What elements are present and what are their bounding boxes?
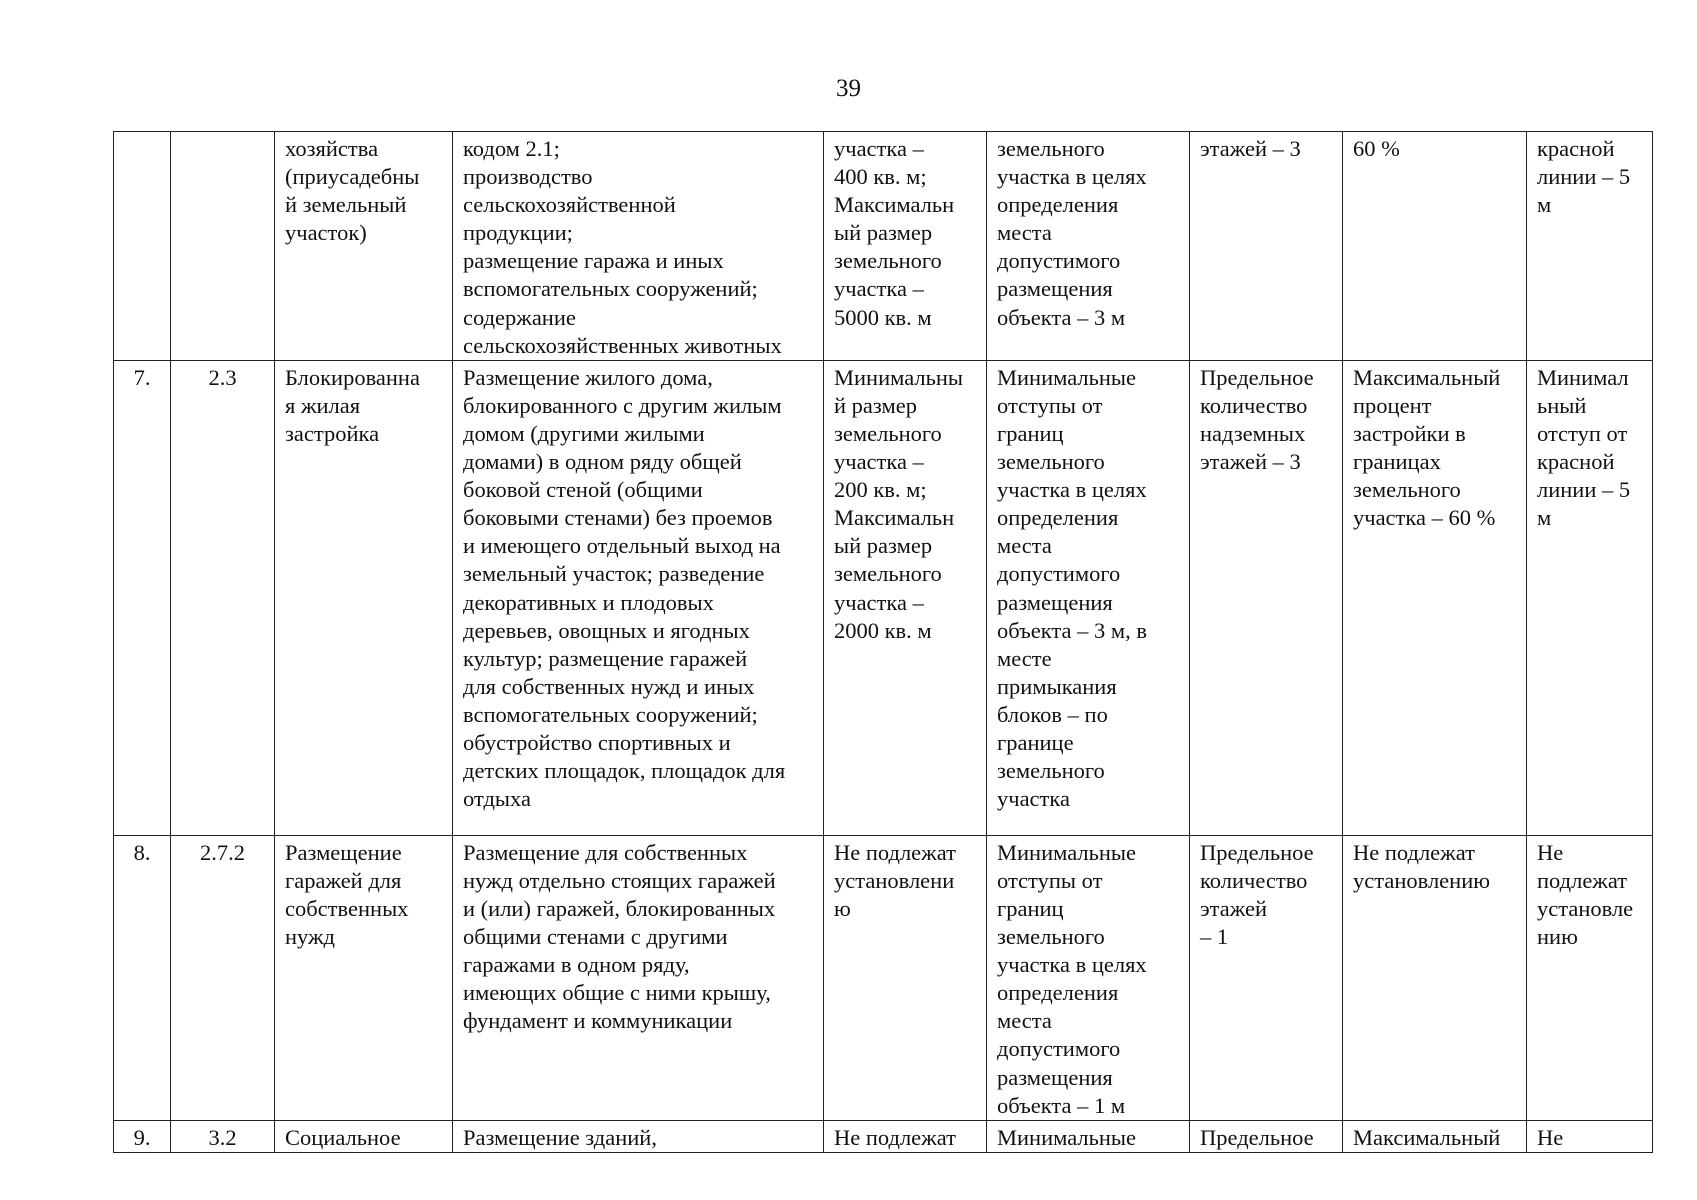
use-description-cell: Размещение зданий, <box>453 1120 824 1152</box>
use-code-cell: 3.2 <box>171 1120 275 1152</box>
table-row <box>114 132 1653 361</box>
plot-size-cell: участка – 400 кв. м; Максимальн ый размер земельного участка – 5000 кв. м <box>824 132 987 361</box>
use-code-cell: 2.3 <box>171 360 275 835</box>
table-row <box>114 1120 1653 1152</box>
use-name-cell: Блокированна я жилая застройка <box>275 360 453 835</box>
floors-cell: Предельное количество этажей – 1 <box>1190 835 1343 1120</box>
plot-size-cell: Не подлежат установлени ю <box>824 835 987 1120</box>
use-description-cell: Размещение для собственных нужд отдельно стоящих гаражей и (или) гаражей, блокированных общими стенами с другими гаражами в одном ряду, имеющих общие с ними крышу, фундамент и коммуникации <box>453 835 824 1120</box>
use-code-cell: 2.7.2 <box>171 835 275 1120</box>
row-number-cell <box>114 132 171 361</box>
use-name-cell: Размещение гаражей для собственных нужд <box>275 835 453 1120</box>
row-number-cell: 7. <box>114 360 171 835</box>
setbacks-cell: Минимальные <box>987 1120 1190 1152</box>
plot-size-cell: Минимальны й размер земельного участка – 200 кв. м; Максимальн ый размер земельного участка – 2000 кв. м <box>824 360 987 835</box>
setbacks-cell: земельного участка в целях определения места допустимого размещения объекта – 3 м <box>987 132 1190 361</box>
use-name-cell: хозяйства (приусадебны й земельный участок) <box>275 132 453 361</box>
floors-cell: этажей – 3 <box>1190 132 1343 361</box>
coverage-cell: Не подлежат установлению <box>1343 835 1527 1120</box>
coverage-cell: Максимальный процент застройки в границах земельного участка – 60 % <box>1343 360 1527 835</box>
zoning-regulations-table <box>113 131 1653 1153</box>
coverage-cell: Максимальный <box>1343 1120 1527 1152</box>
setbacks-cell: Минимальные отступы от границ земельного участка в целях определения места допустимого размещения объекта – 1 м <box>987 835 1190 1120</box>
floors-cell: Предельное <box>1190 1120 1343 1152</box>
use-description-cell: кодом 2.1; производство сельскохозяйственной продукции; размещение гаража и иных вспомогательных сооружений; содержание сельскохозяйственных животных <box>453 132 824 361</box>
use-code-cell <box>171 132 275 361</box>
setbacks-cell: Минимальные отступы от границ земельного участка в целях определения места допустимого размещения объекта – 3 м, в месте примыкания блоков – по границе земельного участка <box>987 360 1190 835</box>
row-number-cell: 8. <box>114 835 171 1120</box>
use-name-cell: Социальное <box>275 1120 453 1152</box>
row-number-cell: 9. <box>114 1120 171 1152</box>
use-description-cell: Размещение жилого дома, блокированного с другим жилым домом (другими жилыми домами) в одном ряду общей боковой стеной (общими боковыми стенами) без проемов и имеющего отдельный выход на земельный участок; разведение декоративных и плодовых деревьев, овощных и ягодных культур; размещение гаражей для собственных нужд и иных вспомогательных сооружений; обустройство спортивных и детских площадок, площадок для отдыха <box>453 360 824 835</box>
floors-cell: Предельное количество надземных этажей – 3 <box>1190 360 1343 835</box>
plot-size-cell: Не подлежат <box>824 1120 987 1152</box>
table-row <box>114 360 1653 835</box>
red-line-setback-cell: Минимал ьный отступ от красной линии – 5 м <box>1527 360 1653 835</box>
table-row <box>114 835 1653 1120</box>
page-number: 39 <box>836 75 861 102</box>
red-line-setback-cell: красной линии – 5 м <box>1527 132 1653 361</box>
red-line-setback-cell: Не подлежат установле нию <box>1527 835 1653 1120</box>
coverage-cell: 60 % <box>1343 132 1527 361</box>
red-line-setback-cell: Не <box>1527 1120 1653 1152</box>
